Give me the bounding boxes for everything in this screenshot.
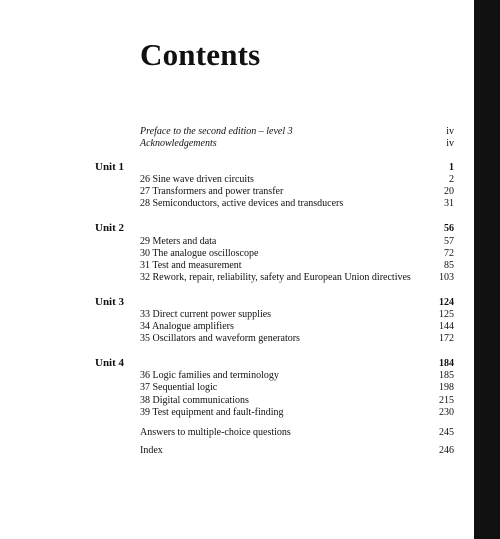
toc-entry-text: 28 Semiconductors, active devices and transducers	[140, 198, 344, 209]
unit-label: Unit 4	[95, 357, 125, 369]
toc-entry-page: 172	[439, 333, 454, 344]
toc-entry-text: 26 Sine wave driven circuits	[140, 174, 254, 185]
unit-label: Unit 3	[95, 296, 125, 308]
toc-entry-text: 36 Logic families and terminology	[140, 370, 279, 381]
toc-entry-text: 38 Digital communications	[140, 395, 249, 406]
unit-page: 1	[449, 162, 454, 173]
page-title: Contents	[140, 37, 261, 72]
unit-page: 124	[439, 297, 454, 308]
toc-entry-text: 32 Rework, repair, reliability, safety and European Union directives	[140, 272, 411, 283]
toc-entry-text: 39 Test equipment and fault-finding	[140, 407, 284, 418]
toc-entry-page: 57	[444, 236, 454, 247]
toc-entry-page: 144	[439, 321, 454, 332]
toc-entry-acknowledgements[interactable]	[0, 137, 474, 150]
toc-entry-index[interactable]	[0, 444, 474, 457]
toc-entry-text: 31 Test and measurement	[140, 260, 242, 271]
toc-entry-text: Preface to the second edition – level 3	[140, 126, 293, 137]
toc-entry-text: Answers to multiple-choice questions	[140, 427, 291, 438]
toc-entry-page: 198	[439, 382, 454, 393]
toc-entry-text: Acknowledgements	[140, 138, 217, 149]
toc-entry-page: 20	[444, 186, 454, 197]
toc-entry-chapter-35[interactable]	[0, 332, 474, 345]
toc-entry-chapter-39[interactable]	[0, 406, 474, 419]
toc-entry-page: iv	[446, 138, 454, 149]
toc-entry-text: 33 Direct current power supplies	[140, 309, 272, 320]
toc-entry-text: 30 The analogue oscilloscope	[140, 248, 259, 259]
toc-entry-page: 245	[439, 427, 454, 438]
toc-entry-page: 215	[439, 395, 454, 406]
toc-unit-2[interactable]	[0, 222, 474, 235]
toc-entry-page: 31	[444, 198, 454, 209]
toc-entry-page: iv	[446, 126, 454, 137]
toc-entry-chapter-37[interactable]	[0, 381, 474, 394]
toc-entry-page: 230	[439, 407, 454, 418]
toc-entry-text: 27 Transformers and power transfer	[140, 186, 284, 197]
toc-entry-text: 34 Analogue amplifiers	[140, 321, 234, 332]
toc-entry-page: 125	[439, 309, 454, 320]
toc-entry-chapter-28[interactable]	[0, 197, 474, 210]
toc-entry-text: Index	[140, 445, 163, 456]
toc-entry-page: 72	[444, 248, 454, 259]
toc-entry-text: 29 Meters and data	[140, 236, 217, 247]
page-edge-shadow	[474, 0, 500, 539]
toc-entry-page: 246	[439, 445, 454, 456]
unit-page: 56	[444, 223, 454, 234]
unit-label: Unit 1	[95, 161, 125, 173]
toc-entry-answers[interactable]	[0, 426, 474, 439]
toc-entry-page: 2	[449, 174, 454, 185]
toc-entry-chapter-32[interactable]	[0, 271, 474, 284]
unit-label: Unit 2	[95, 222, 125, 234]
toc-entry-page: 185	[439, 370, 454, 381]
toc-entry-text: 37 Sequential logic	[140, 382, 218, 393]
toc-entry-page: 85	[444, 260, 454, 271]
unit-page: 184	[439, 358, 454, 369]
toc-entry-page: 103	[439, 272, 454, 283]
toc-entry-text: 35 Oscillators and waveform generators	[140, 333, 300, 344]
